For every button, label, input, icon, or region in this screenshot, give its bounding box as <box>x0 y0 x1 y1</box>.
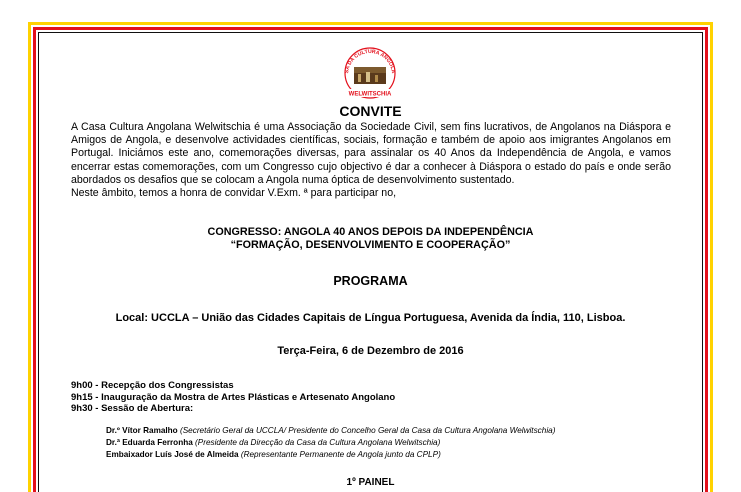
speaker-role: (Presidente da Direcção da Casa da Cultura Angolana Welwitschia) <box>192 437 441 447</box>
schedule-row <box>71 380 395 392</box>
speaker-role: (Secretário Geral da UCCLA/ Presidente do Concelho Geral da Casa da Cultura Angolana Welwitschia) <box>177 426 556 435</box>
logo-arc-text: SA DA CULTURA ANGOLA <box>344 48 396 74</box>
venue-line: Local: UCCLA – União das Cidades Capitais de Língua Portuguesa, Avenida da Índia, 110, Lisboa. <box>115 312 626 324</box>
schedule-list <box>71 380 395 415</box>
speaker-row <box>106 449 555 461</box>
congress-title <box>0 226 741 252</box>
schedule-row <box>71 392 395 404</box>
intro-text <box>71 121 671 200</box>
schedule-time: 9h30 <box>71 403 93 415</box>
schedule-time: 9h15 <box>71 391 93 403</box>
speaker-name: Dr.º Vítor Ramalho <box>106 426 178 435</box>
schedule-time: 9h00 <box>71 380 93 391</box>
speaker-row <box>106 425 555 437</box>
congress-line-1: CONGRESSO: ANGOLA 40 ANOS DEPOIS DA INDEPENDÊNCIA <box>207 226 534 238</box>
welwitschia-logo <box>338 45 402 101</box>
speaker-role: (Representante Permanente de Angola junto da CPLP) <box>238 449 441 459</box>
speaker-name: Dr.ª Eduarda Ferronha <box>106 437 193 447</box>
date-line: Terça-Feira, 6 de Dezembro de 2016 <box>277 345 464 357</box>
panel-heading: 1º PAINEL <box>346 477 395 488</box>
schedule-row <box>71 403 395 415</box>
congress-line-2: “FORMAÇÃO, DESENVOLVIMENTO E COOPERAÇÃO” <box>230 239 511 251</box>
programa-heading: PROGRAMA <box>333 274 408 288</box>
logo-name: WELWITSCHIA <box>348 91 392 98</box>
schedule-item: - Inauguração da Mostra de Artes Plásticas e Artesenato Angolano <box>92 391 396 403</box>
inner-black-border <box>38 32 703 492</box>
speaker-row <box>106 437 555 449</box>
speaker-name: Embaixador Luís José de Almeida <box>106 449 239 459</box>
speaker-list <box>106 425 555 460</box>
intro-paragraph: A Casa Cultura Angolana Welwitschia é uma Associação da Sociedade Civil, sem fins lucrativos, de Angolanos na Diáspora e Amigos de Angola, e desenvolve actividades científicas, sociais, formação e também de apoio aos imigrantes Angolanos em Portugal. Iniciámos este ano, comemorações diversas, para assinalar os 40 Anos da Independência de Angola, e vamos encerrar estas comemorações, com um Congresso cujo objectivo é dar a conhecer à Diáspora o estado do país e onde serão abordados os desafios que se colocam a Angola numa óptica de desenvolvimento sustentado. <box>71 121 671 186</box>
invitation-line: Neste âmbito, temos a honra de convidar V.Exm. ª para participar no, <box>71 187 397 200</box>
schedule-item: - Recepção dos Congressistas <box>92 380 234 391</box>
schedule-item: - Sessão de Abertura: <box>92 403 194 415</box>
page-title: CONVITE <box>339 103 402 119</box>
